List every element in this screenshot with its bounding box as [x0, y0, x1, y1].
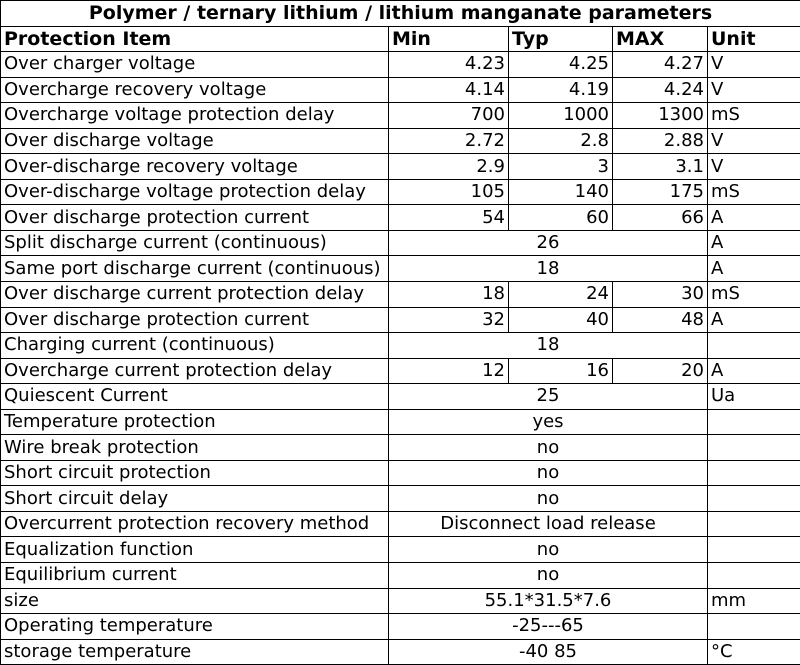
unit-cell: A: [708, 256, 800, 282]
typ-cell: 40: [509, 307, 613, 333]
protection-item-cell: Overcharge current protection delay: [1, 358, 389, 384]
unit-cell: [708, 511, 800, 537]
max-cell: 66: [613, 205, 708, 231]
value-cell: 25: [389, 384, 708, 410]
table-row: [1, 384, 800, 410]
protection-item-cell: Split discharge current (continuous): [1, 230, 389, 256]
unit-cell: [708, 563, 800, 589]
min-cell: 32: [389, 307, 509, 333]
table-title-row: [1, 1, 800, 27]
unit-cell: V: [708, 154, 800, 180]
value-cell: 18: [389, 333, 708, 359]
protection-item-cell: Over discharge voltage: [1, 128, 389, 154]
protection-item-cell: Same port discharge current (continuous): [1, 256, 389, 282]
unit-cell: °C: [708, 639, 800, 665]
table-row: [1, 307, 800, 333]
value-cell: -25---65: [389, 614, 708, 640]
min-cell: 18: [389, 282, 509, 308]
min-cell: 12: [389, 358, 509, 384]
value-cell: no: [389, 486, 708, 512]
table-row: [1, 537, 800, 563]
unit-cell: V: [708, 77, 800, 103]
protection-item-cell: Over-discharge recovery voltage: [1, 154, 389, 180]
table-row: [1, 205, 800, 231]
header-unit: Unit: [708, 26, 800, 52]
table-header-row: [1, 26, 800, 52]
typ-cell: 24: [509, 282, 613, 308]
unit-cell: mS: [708, 103, 800, 129]
max-cell: 20: [613, 358, 708, 384]
value-cell: no: [389, 435, 708, 461]
table-row: [1, 639, 800, 665]
min-cell: 2.72: [389, 128, 509, 154]
min-cell: 4.14: [389, 77, 509, 103]
max-cell: 2.88: [613, 128, 708, 154]
unit-cell: A: [708, 230, 800, 256]
protection-item-cell: Over discharge current protection delay: [1, 282, 389, 308]
min-cell: 105: [389, 179, 509, 205]
protection-item-cell: Equalization function: [1, 537, 389, 563]
unit-cell: A: [708, 307, 800, 333]
typ-cell: 2.8: [509, 128, 613, 154]
protection-item-cell: Overcharge voltage protection delay: [1, 103, 389, 129]
protection-item-cell: Over discharge protection current: [1, 205, 389, 231]
value-cell: no: [389, 460, 708, 486]
unit-cell: [708, 460, 800, 486]
unit-cell: mm: [708, 588, 800, 614]
unit-cell: mS: [708, 179, 800, 205]
unit-cell: Ua: [708, 384, 800, 410]
table-row: [1, 358, 800, 384]
max-cell: 1300: [613, 103, 708, 129]
table-row: [1, 614, 800, 640]
protection-item-cell: Charging current (continuous): [1, 333, 389, 359]
protection-item-cell: Temperature protection: [1, 409, 389, 435]
min-cell: 2.9: [389, 154, 509, 180]
table-row: [1, 52, 800, 78]
typ-cell: 1000: [509, 103, 613, 129]
table-row: [1, 486, 800, 512]
typ-cell: 16: [509, 358, 613, 384]
protection-item-cell: Short circuit protection: [1, 460, 389, 486]
table-row: [1, 179, 800, 205]
header-max: MAX: [613, 26, 708, 52]
value-cell: -40 85: [389, 639, 708, 665]
max-cell: 30: [613, 282, 708, 308]
table-row: [1, 103, 800, 129]
protection-item-cell: Operating temperature: [1, 614, 389, 640]
typ-cell: 60: [509, 205, 613, 231]
protection-item-cell: Short circuit delay: [1, 486, 389, 512]
table-row: [1, 409, 800, 435]
unit-cell: [708, 537, 800, 563]
unit-cell: V: [708, 128, 800, 154]
protection-item-cell: Wire break protection: [1, 435, 389, 461]
table-row: [1, 435, 800, 461]
value-cell: 55.1*31.5*7.6: [389, 588, 708, 614]
protection-item-cell: size: [1, 588, 389, 614]
min-cell: 700: [389, 103, 509, 129]
table-title: Polymer / ternary lithium / lithium manganate parameters: [1, 1, 800, 27]
table-row: [1, 128, 800, 154]
protection-item-cell: Overcurrent protection recovery method: [1, 511, 389, 537]
protection-item-cell: Quiescent Current: [1, 384, 389, 410]
table-row: [1, 333, 800, 359]
header-min: Min: [389, 26, 509, 52]
protection-item-cell: Over discharge protection current: [1, 307, 389, 333]
table-row: [1, 563, 800, 589]
table-row: [1, 460, 800, 486]
typ-cell: 4.25: [509, 52, 613, 78]
protection-item-cell: storage temperature: [1, 639, 389, 665]
value-cell: yes: [389, 409, 708, 435]
typ-cell: 3: [509, 154, 613, 180]
unit-cell: [708, 409, 800, 435]
min-cell: 54: [389, 205, 509, 231]
unit-cell: [708, 614, 800, 640]
header-typ: Typ: [509, 26, 613, 52]
unit-cell: A: [708, 205, 800, 231]
header-protection-item: Protection Item: [1, 26, 389, 52]
protection-item-cell: Equilibrium current: [1, 563, 389, 589]
min-cell: 4.23: [389, 52, 509, 78]
table-row: [1, 282, 800, 308]
value-cell: no: [389, 537, 708, 563]
max-cell: 4.27: [613, 52, 708, 78]
table-row: [1, 154, 800, 180]
unit-cell: [708, 333, 800, 359]
max-cell: 4.24: [613, 77, 708, 103]
unit-cell: mS: [708, 282, 800, 308]
max-cell: 175: [613, 179, 708, 205]
max-cell: 48: [613, 307, 708, 333]
typ-cell: 4.19: [509, 77, 613, 103]
max-cell: 3.1: [613, 154, 708, 180]
value-cell: no: [389, 563, 708, 589]
unit-cell: V: [708, 52, 800, 78]
table-row: [1, 256, 800, 282]
value-cell: 26: [389, 230, 708, 256]
typ-cell: 140: [509, 179, 613, 205]
table-row: [1, 230, 800, 256]
table-row: [1, 511, 800, 537]
protection-item-cell: Over charger voltage: [1, 52, 389, 78]
table-row: [1, 588, 800, 614]
protection-item-cell: Over-discharge voltage protection delay: [1, 179, 389, 205]
unit-cell: [708, 435, 800, 461]
table-row: [1, 77, 800, 103]
value-cell: Disconnect load release: [389, 511, 708, 537]
unit-cell: A: [708, 358, 800, 384]
unit-cell: [708, 486, 800, 512]
value-cell: 18: [389, 256, 708, 282]
protection-item-cell: Overcharge recovery voltage: [1, 77, 389, 103]
